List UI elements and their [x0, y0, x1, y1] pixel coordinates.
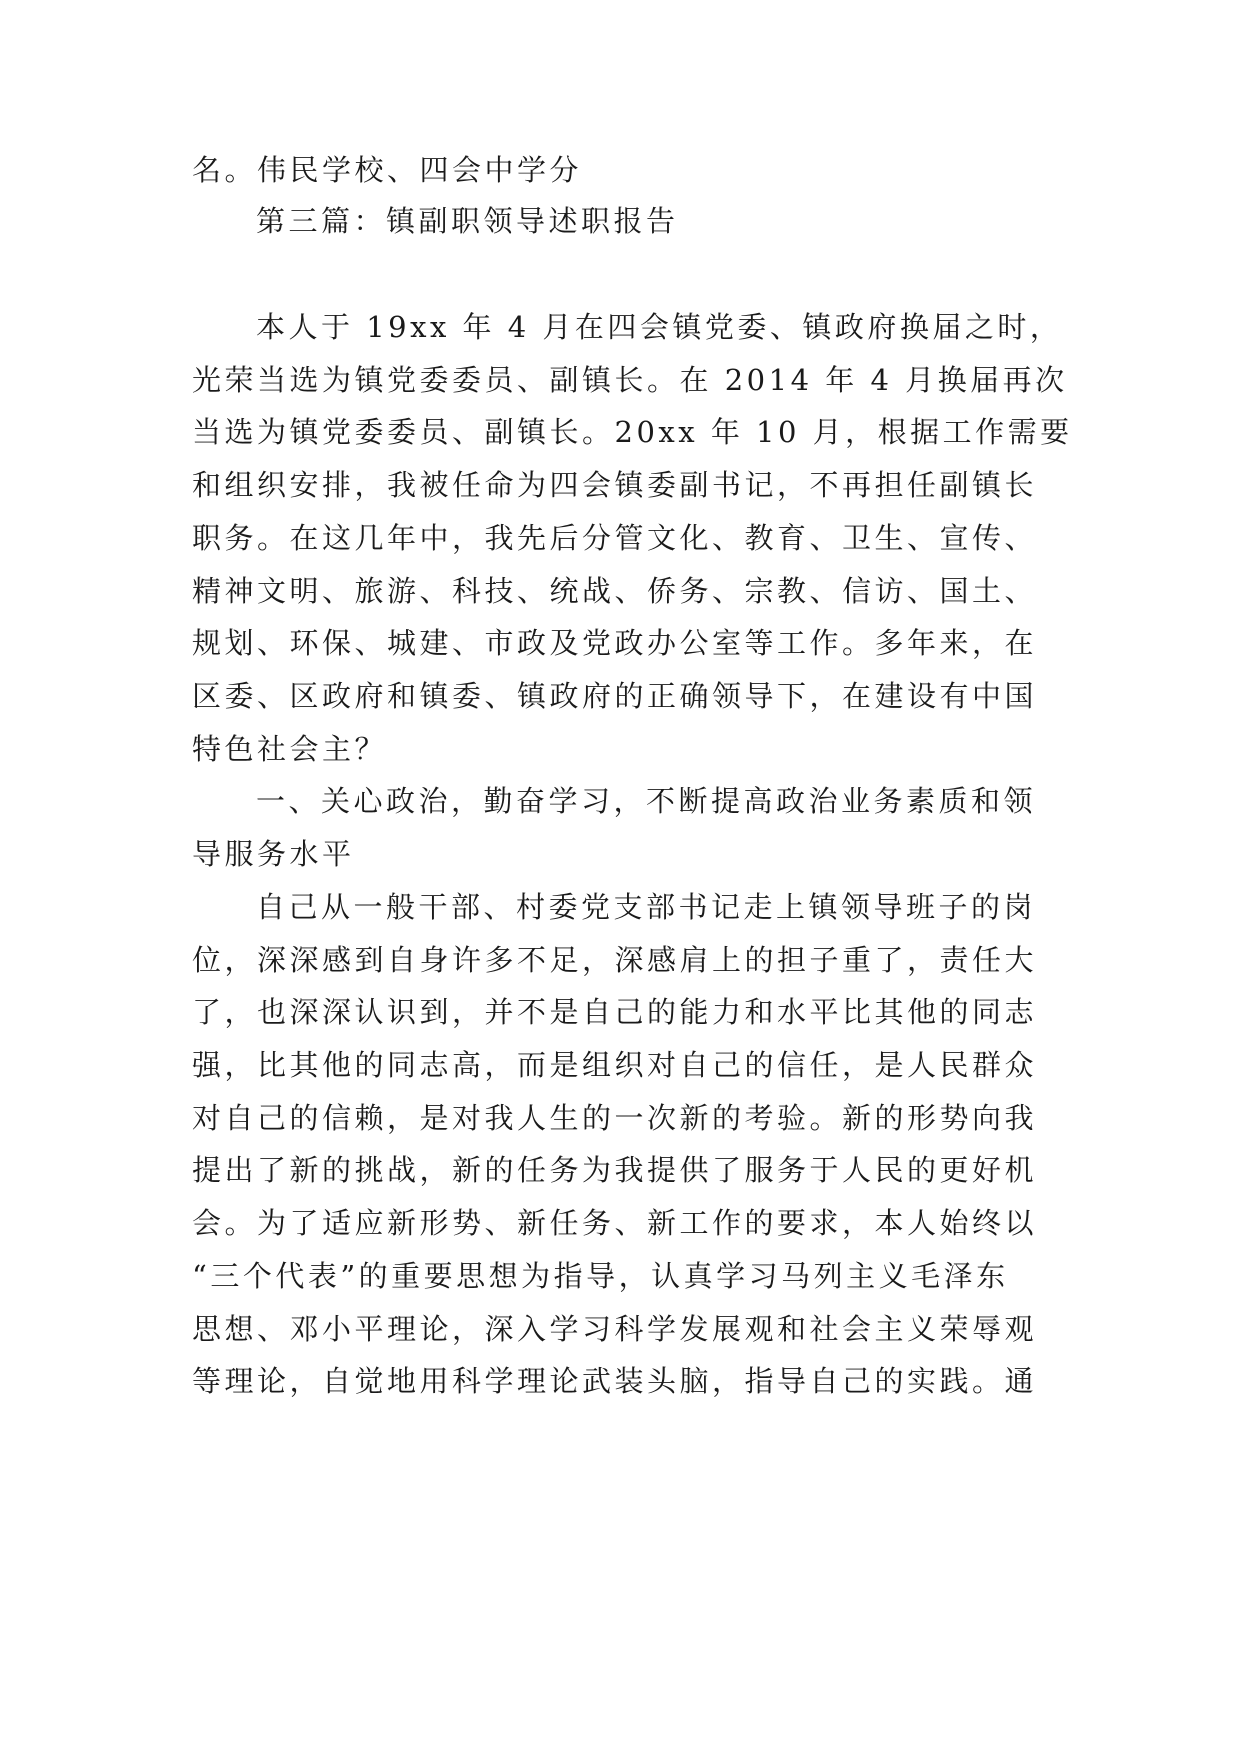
text-line-8: 精神文明、旅游、科技、统战、侨务、宗教、信访、国土、 [192, 574, 1038, 608]
text-line-21: “三个代表”的重要思想为指导，认真学习马列主义毛泽东 [192, 1259, 1009, 1293]
heading-one-cont: 导服务水平 [192, 837, 355, 871]
text-line-5: 当选为镇党委委员、副镇长。20xx 年 10 月，根据工作需要 [192, 415, 1073, 449]
text-line-3: 本人于 19xx 年 4 月在四会镇党委、镇政府换届之时， [256, 310, 1063, 344]
text-line-20: 会。为了适应新形势、新任务、新工作的要求，本人始终以 [192, 1206, 1038, 1240]
section-title: 第三篇：镇副职领导述职报告 [256, 204, 679, 238]
text-line-18: 对自己的信赖，是对我人生的一次新的考验。新的形势向我 [192, 1101, 1038, 1135]
text-line-15: 位，深深感到自身许多不足，深感肩上的担子重了，责任大 [192, 943, 1038, 977]
text-line-22: 思想、邓小平理论，深入学习科学发展观和社会主义荣辱观 [192, 1312, 1038, 1346]
heading-one: 一、关心政治，勤奋学习，不断提高政治业务素质和领 [256, 784, 1037, 818]
text-line-10: 区委、区政府和镇委、镇政府的正确领导下，在建设有中国 [192, 679, 1038, 713]
text-line-23: 等理论，自觉地用科学理论武装头脑，指导自己的实践。通 [192, 1364, 1038, 1398]
text-line-19: 提出了新的挑战，新的任务为我提供了服务于人民的更好机 [192, 1153, 1038, 1187]
text-line-16: 了，也深深认识到，并不是自己的能力和水平比其他的同志 [192, 995, 1038, 1029]
text-line-9: 规划、环保、城建、市政及党政办公室等工作。多年来，在 [192, 626, 1038, 660]
text-line-7: 职务。在这几年中，我先后分管文化、教育、卫生、宣传、 [192, 521, 1038, 555]
text-line-14: 自己从一般干部、村委党支部书记走上镇领导班子的岗 [256, 890, 1037, 924]
text-line-1: 名。伟民学校、四会中学分 [192, 153, 583, 187]
text-line-11: 特色社会主？ [192, 732, 388, 766]
text-line-17: 强，比其他的同志高，而是组织对自己的信任，是人民群众 [192, 1048, 1038, 1082]
text-line-4: 光荣当选为镇党委委员、副镇长。在 2014 年 4 月换届再次 [192, 363, 1068, 397]
text-line-6: 和组织安排，我被任命为四会镇委副书记，不再担任副镇长 [192, 468, 1038, 502]
